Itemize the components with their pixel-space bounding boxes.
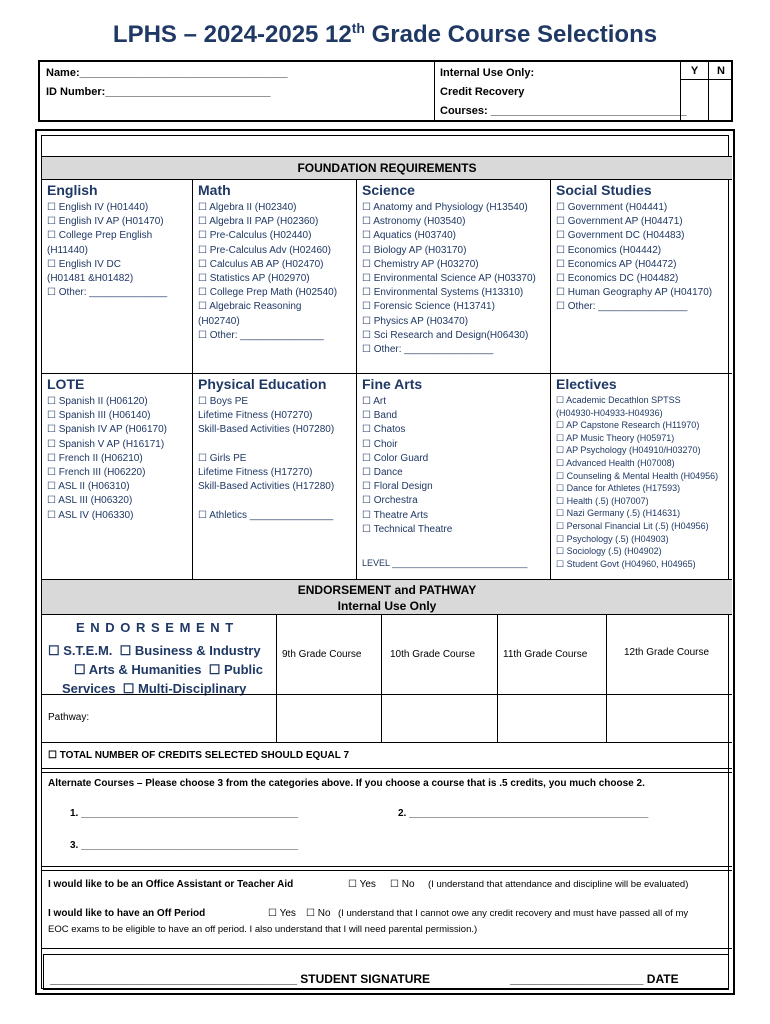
pe-list: [198, 395, 354, 523]
off-period-label: I would like to have an Off Period: [48, 908, 206, 919]
pe-course-item[interactable]: ☐ Girls PE: [198, 452, 247, 464]
math-course-item[interactable]: ☐ Pre-Calculus (H02440): [198, 230, 312, 242]
pe-course-item: Lifetime Fitness (H17270): [198, 467, 313, 479]
lote-course-item[interactable]: ☐ Spanish III (H06140): [47, 410, 151, 422]
fine-arts-list: [362, 395, 548, 537]
elective-course-item[interactable]: ☐ Nazi Germany (.5) (H14631): [556, 508, 681, 519]
social-studies-course-item[interactable]: ☐ Government (H04441): [556, 202, 668, 213]
math-course-item[interactable]: ☐ Pre-Calculus Adv (H02460): [198, 244, 331, 256]
page-title: LPHS – 2024-2025 12th Grade Course Selections: [112, 20, 658, 48]
no-column-header: N: [708, 62, 733, 80]
total-credits-note[interactable]: ☐ TOTAL NUMBER OF CREDITS SELECTED SHOULD EQUAL 7: [48, 750, 350, 761]
yes-column-header: Y: [680, 62, 708, 80]
english-course-item: (H11440): [47, 244, 88, 256]
elective-course-item[interactable]: ☐ AP Psychology (H04910/H03270): [556, 445, 701, 456]
grade9-course-header: 9th Grade Course: [282, 649, 362, 660]
elective-course-item[interactable]: ☐ AP Music Theory (H05971): [556, 432, 675, 443]
alternate-3-field[interactable]: 3. _______________________________________: [70, 840, 299, 851]
english-list: [47, 201, 189, 300]
elective-course-item[interactable]: ☐ Psychology (.5) (H04903): [556, 533, 669, 544]
english-course-item[interactable]: ☐ English IV AP (H01470): [47, 216, 164, 228]
science-course-item[interactable]: ☐ Sci Research and Design(H06430): [362, 329, 529, 341]
office-assistant-label: I would like to be an Office Assistant or Teacher Aid: [48, 879, 294, 890]
fine-arts-course-item[interactable]: ☐ Dance: [362, 467, 403, 479]
fine-arts-course-item[interactable]: ☐ Orchestra: [362, 495, 418, 507]
english-course-item[interactable]: ☐ English IV DC: [47, 258, 121, 270]
student-info-header: [38, 60, 733, 122]
math-heading: Math: [198, 182, 231, 198]
lote-course-item[interactable]: ☐ Spanish II (H06120): [47, 396, 148, 407]
english-course-item[interactable]: ☐ Other: ______________: [47, 287, 168, 299]
fine-arts-course-item[interactable]: ☐ Band: [362, 410, 398, 422]
english-course-item[interactable]: ☐ College Prep English: [47, 230, 153, 242]
courses-field[interactable]: Courses: ________________________________: [440, 105, 687, 117]
lote-list: [47, 395, 189, 523]
pe-course-item: Skill-Based Activities (H07280): [198, 424, 335, 436]
business-option[interactable]: ☐ Business & Industry: [119, 643, 261, 658]
fine-arts-course-item[interactable]: ☐ Choir: [362, 438, 398, 450]
math-course-item[interactable]: ☐ Algebra II (H02340): [198, 202, 297, 213]
fine-arts-course-item[interactable]: ☐ Art: [362, 396, 386, 407]
elective-course-item: (H04930-H04933-H04936): [556, 407, 663, 418]
arts-option[interactable]: ☐ Arts & Humanities: [74, 662, 202, 677]
elective-course-item[interactable]: ☐ Student Govt (H04960, H04965): [556, 558, 696, 569]
science-course-item[interactable]: ☐ Environmental Science AP (H03370): [362, 273, 536, 285]
english-heading: English: [47, 182, 98, 198]
lote-course-item[interactable]: ☐ ASL II (H06310): [47, 481, 130, 493]
electives-heading: Electives: [556, 376, 617, 392]
lote-course-item[interactable]: ☐ French III (H06220): [47, 467, 146, 479]
elective-course-item[interactable]: ☐ Personal Financial Lit (.5) (H04956): [556, 520, 709, 531]
pe-course-item: [198, 438, 354, 452]
foundation-heading: FOUNDATION REQUIREMENTS: [42, 157, 732, 179]
elective-course-item[interactable]: ☐ Advanced Health (H07008): [556, 457, 675, 468]
office-no-checkbox[interactable]: ☐ No: [390, 879, 415, 890]
fine-arts-course-item[interactable]: ☐ Floral Design: [362, 481, 433, 493]
electives-list: [556, 394, 732, 570]
lote-heading: LOTE: [47, 376, 85, 392]
social-studies-course-item[interactable]: ☐ Government DC (H04483): [556, 230, 685, 242]
math-course-item[interactable]: ☐ Other: _______________: [198, 329, 324, 341]
lote-course-item[interactable]: ☐ ASL III (H06320): [47, 495, 133, 507]
social-studies-list: [556, 201, 730, 315]
off-period-note-1: (I understand that I cannot owe any credit recovery and must have passed all of my: [338, 908, 689, 919]
social-studies-course-item[interactable]: ☐ Economics AP (H04472): [556, 258, 677, 270]
math-list: [198, 201, 354, 343]
office-note: (I understand that attendance and discipline will be evaluated): [428, 879, 689, 890]
off-period-note-2: EOC exams to be eligible to have an off period. I also understand that I will need parental permission.): [48, 924, 478, 935]
science-course-item[interactable]: ☐ Aquatics (H03740): [362, 230, 457, 242]
pe-course-item[interactable]: ☐ Boys PE: [198, 396, 249, 407]
endorsement-title: E N D O R S E M E N T: [76, 620, 235, 635]
multi-option[interactable]: ☐ Multi-Disciplinary: [122, 681, 247, 696]
alternates-instruction: Alternate Courses – Please choose 3 from the categories above. If you choose a course that is .5 credits, you much choose 2.: [48, 778, 645, 789]
lote-course-item[interactable]: ☐ Spanish V AP (H16171): [47, 438, 165, 450]
grade12-course-header: 12th Grade Course: [624, 647, 710, 658]
grade10-course-header: 10th Grade Course: [390, 649, 476, 660]
off-period-yes-checkbox[interactable]: ☐ Yes: [268, 908, 296, 919]
science-course-item[interactable]: ☐ Environmental Systems (H13310): [362, 287, 524, 299]
math-course-item[interactable]: ☐ Algebraic Reasoning: [198, 301, 302, 313]
science-course-item[interactable]: ☐ Astronomy (H03540): [362, 216, 466, 228]
english-course-item: (H01481 &H01482): [47, 273, 134, 285]
course-selection-form: [35, 129, 735, 995]
social-studies-heading: Social Studies: [556, 182, 652, 198]
math-course-item[interactable]: ☐ Algebra II PAP (H02360): [198, 216, 319, 228]
internal-use-label: Internal Use Only:: [440, 67, 535, 79]
student-signature-field[interactable]: _____________________________________ STUDENT SIGNATURE: [50, 972, 431, 986]
social-studies-course-item[interactable]: ☐ Economics DC (H04482): [556, 273, 679, 285]
date-field[interactable]: ____________________ DATE: [510, 972, 679, 986]
elective-course-item[interactable]: ☐ Counseling & Mental Health (H04956): [556, 470, 719, 481]
services-option: Services: [62, 681, 116, 696]
science-course-item[interactable]: ☐ Anatomy and Physiology (H13540): [362, 202, 528, 213]
elective-course-item[interactable]: ☐ Dance for Athletes (H17593): [556, 483, 681, 494]
pe-heading: Physical Education: [198, 376, 327, 392]
fine-arts-course-item[interactable]: ☐ Chatos: [362, 424, 406, 436]
math-course-item[interactable]: ☐ Calculus AB AP (H02470): [198, 258, 324, 270]
name-field[interactable]: Name:__________________________________: [46, 67, 288, 79]
science-course-item[interactable]: ☐ Chemistry AP (H03270): [362, 258, 479, 270]
social-studies-course-item[interactable]: ☐ Other: ________________: [556, 301, 688, 313]
fine-arts-course-item[interactable]: ☐ Color Guard: [362, 452, 429, 464]
science-course-item[interactable]: ☐ Forensic Science (H13741): [362, 301, 495, 313]
fine-arts-course-item[interactable]: ☐ Technical Theatre: [362, 523, 453, 535]
math-course-item: (H02740): [198, 315, 240, 327]
fine-arts-heading: Fine Arts: [362, 376, 423, 392]
science-course-item[interactable]: ☐ Physics AP (H03470): [362, 315, 469, 327]
fine-arts-course-item[interactable]: ☐ Theatre Arts: [362, 509, 429, 521]
alternate-1-field[interactable]: 1. _______________________________________: [70, 808, 299, 819]
level-field[interactable]: LEVEL ___________________________: [362, 558, 528, 568]
pe-course-item: Skill-Based Activities (H17280): [198, 481, 335, 493]
english-course-item[interactable]: ☐ English IV (H01440): [47, 202, 149, 213]
endorsement-heading: ENDORSEMENT and PATHWAY Internal Use Only: [42, 580, 732, 614]
elective-course-item[interactable]: ☐ AP Capstone Research (H11970): [556, 420, 700, 431]
credit-recovery-label: Credit Recovery: [440, 86, 525, 98]
office-yes-checkbox[interactable]: ☐ Yes: [348, 879, 376, 890]
social-studies-course-item[interactable]: ☐ Economics (H04442): [556, 244, 662, 256]
science-course-item[interactable]: ☐ Biology AP (H03170): [362, 244, 467, 256]
off-period-no-checkbox[interactable]: ☐ No: [306, 908, 331, 919]
science-course-item[interactable]: ☐ Other: ________________: [362, 344, 494, 356]
pe-course-item[interactable]: ☐ Athletics _______________: [198, 509, 334, 521]
math-course-item[interactable]: ☐ College Prep Math (H02540): [198, 287, 338, 299]
math-course-item[interactable]: ☐ Statistics AP (H02970): [198, 273, 310, 285]
elective-course-item[interactable]: ☐ Health (.5) (H07007): [556, 495, 649, 506]
pe-course-item: Lifetime Fitness (H07270): [198, 410, 313, 422]
pathway-label: Pathway:: [48, 712, 90, 723]
elective-course-item[interactable]: ☐ Sociology (.5) (H04902): [556, 546, 662, 557]
pe-course-item: [198, 494, 354, 508]
science-list: [362, 201, 548, 357]
lote-course-item[interactable]: ☐ ASL IV (H06330): [47, 509, 134, 521]
stem-option[interactable]: ☐ S.T.E.M.: [48, 643, 113, 658]
elective-course-item[interactable]: ☐ Academic Decathlon SPTSS: [556, 395, 681, 405]
lote-course-item[interactable]: ☐ Spanish IV AP (H06170): [47, 424, 167, 436]
social-studies-course-item[interactable]: ☐ Government AP (H04471): [556, 216, 683, 228]
lote-course-item[interactable]: ☐ French II (H06210): [47, 452, 143, 464]
grade11-course-header: 11th Grade Course: [503, 649, 588, 660]
alternate-2-field[interactable]: 2. ___________________________________________: [398, 808, 649, 819]
science-heading: Science: [362, 182, 415, 198]
endorsement-options: [48, 641, 276, 698]
social-studies-course-item[interactable]: ☐ Human Geography AP (H04170): [556, 287, 713, 299]
public-option[interactable]: ☐ Public: [208, 662, 263, 677]
id-number-field[interactable]: ID Number:___________________________: [46, 86, 271, 98]
